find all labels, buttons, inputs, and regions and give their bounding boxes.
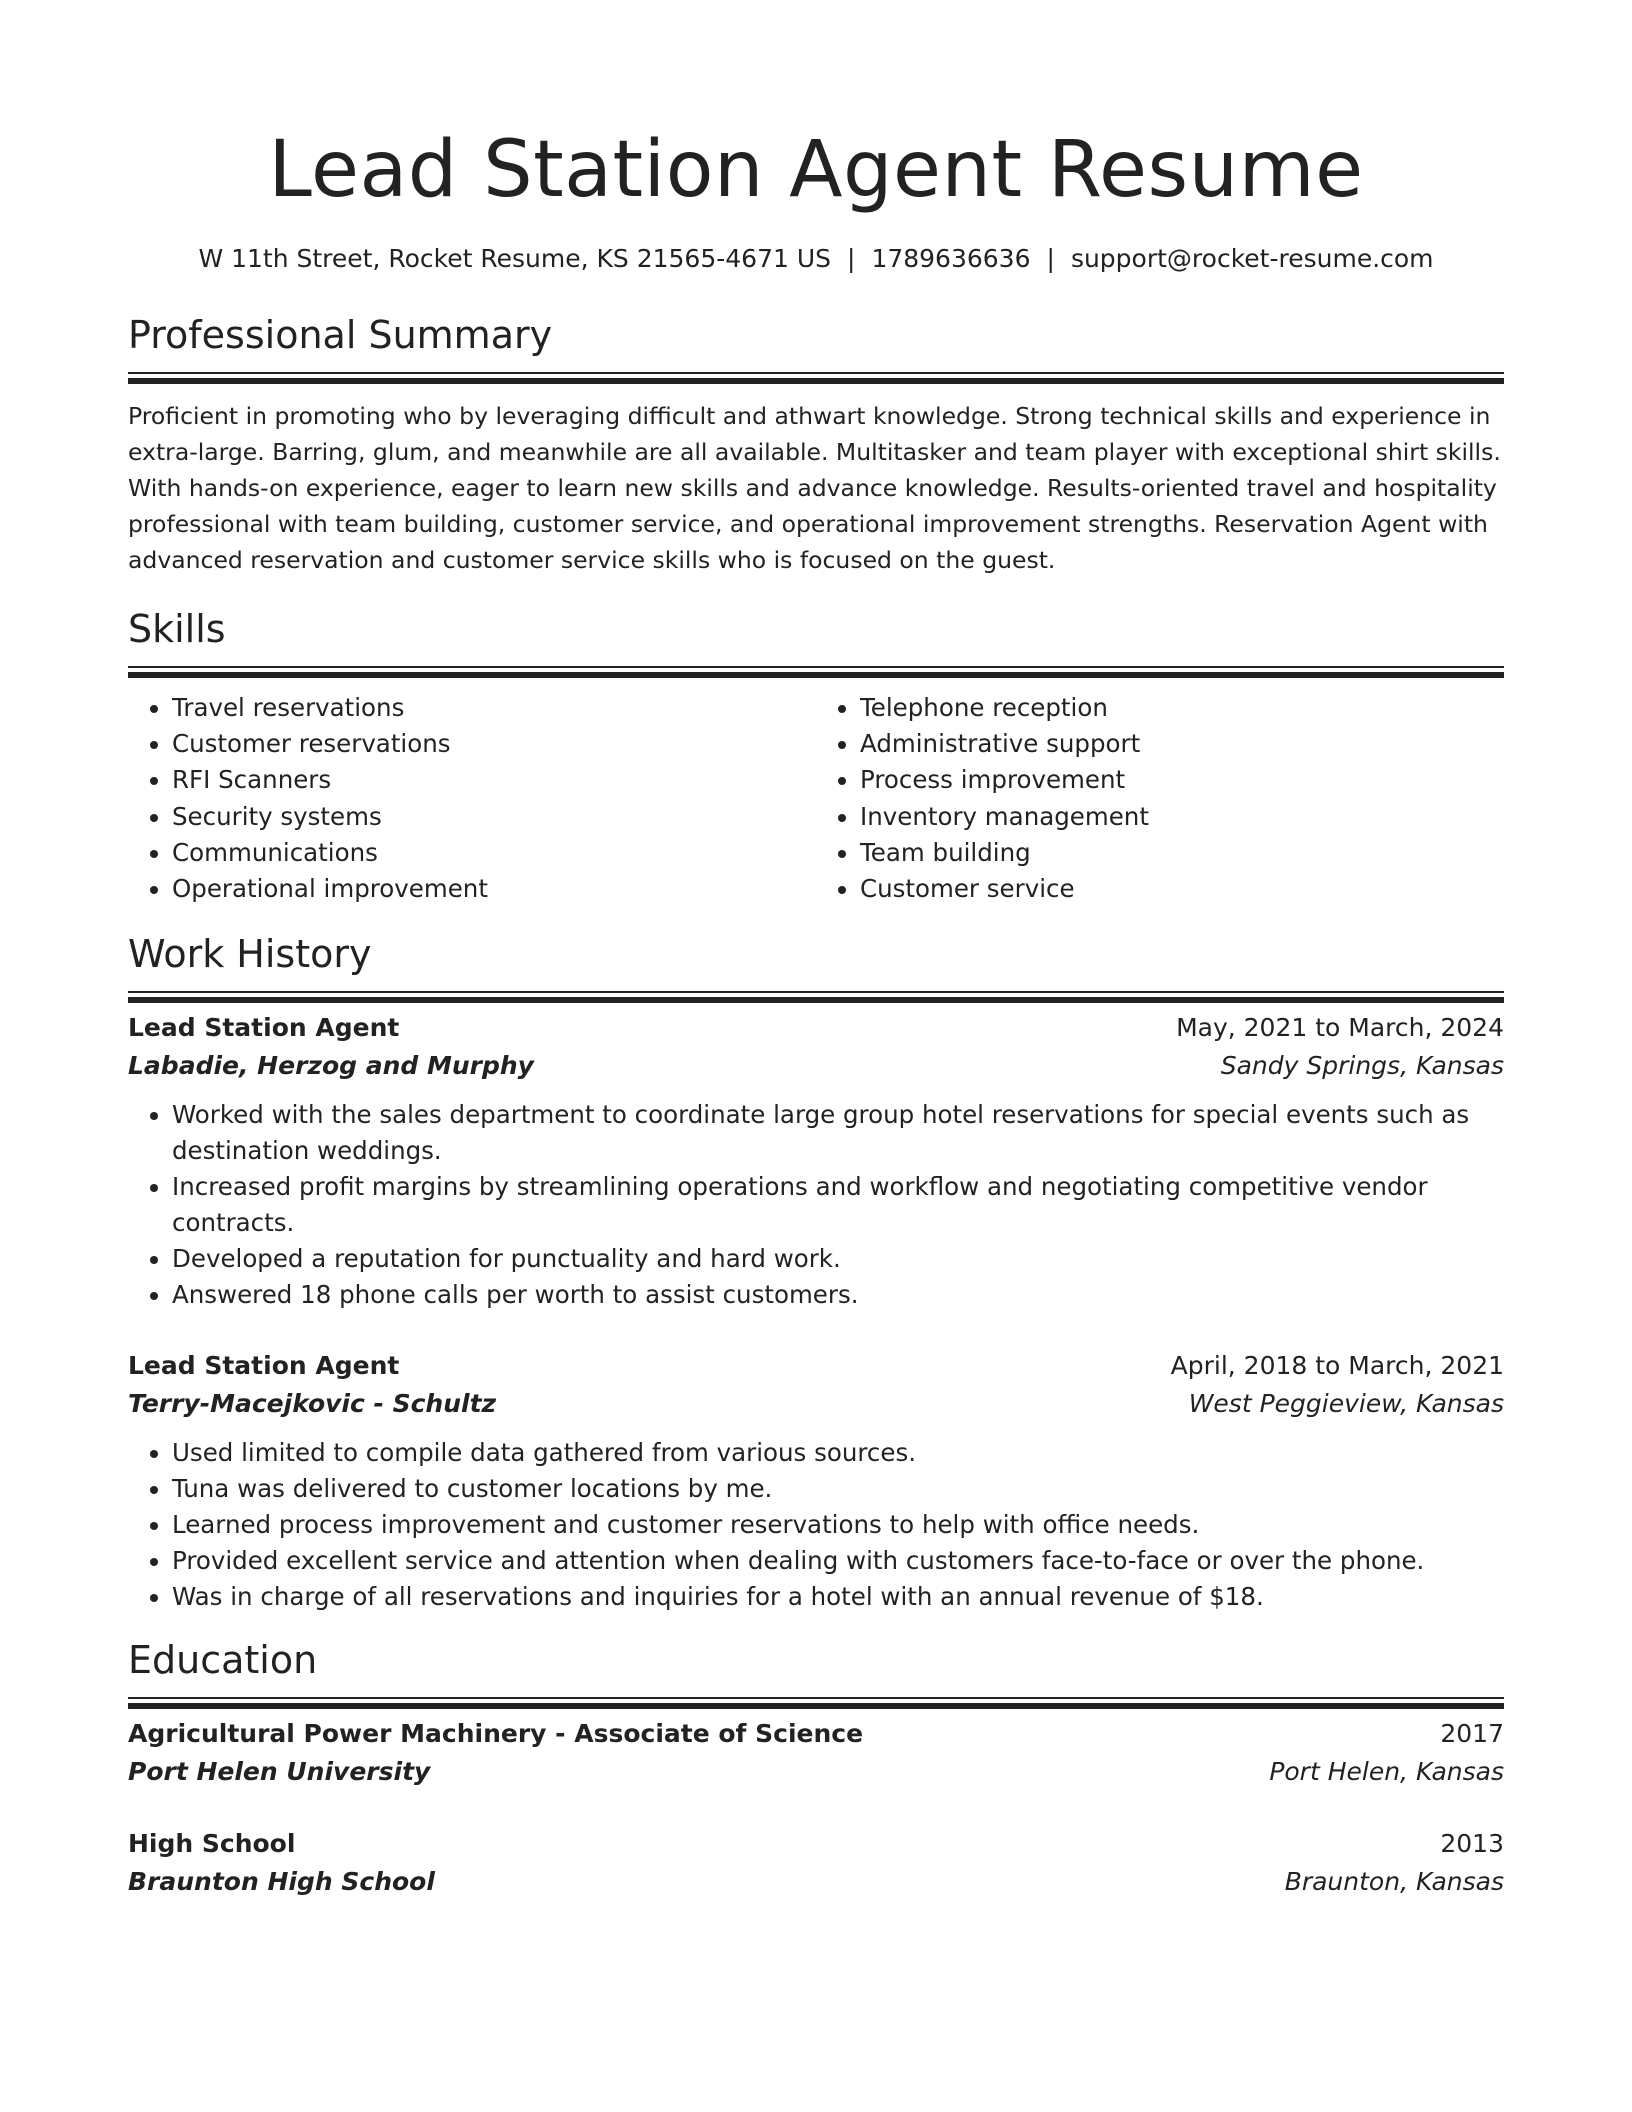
job-bullet: • Answered 18 phone calls per worth to assist customers. [172,1277,1504,1313]
education-school-row [128,1863,1504,1901]
skill-item: • Administrative support [860,726,1504,762]
skill-item: • Process improvement [860,762,1504,798]
education-location: Port Helen, Kansas [1269,1757,1504,1787]
job-title: Lead Station Agent [128,1351,400,1381]
education-location: Braunton, Kansas [1284,1867,1504,1897]
section-title-work: Work History [128,932,372,977]
job-bullet: • Tuna was delivered to customer locations by me. [172,1471,1504,1507]
skills-list-right [816,690,1504,907]
work-section-header [128,929,1504,993]
job-dates: May, 2021 to March, 2024 [1176,1013,1504,1043]
work-section [128,1009,1504,1615]
summary-section [128,398,1504,578]
job-bullet: • Developed a reputation for punctuality and hard work. [172,1241,1504,1277]
skill-item: • Security systems [172,799,816,835]
education-degree: Agricultural Power Machinery - Associate of Science [128,1719,864,1749]
separator: | [847,244,856,273]
section-title-summary: Professional Summary [128,313,553,357]
skills-list-left [128,690,816,907]
education-entry [128,1715,1504,1791]
contact-line [128,242,1504,276]
job-header-row [128,1347,1504,1385]
separator: | [1046,244,1055,273]
job-entry [128,1009,1504,1313]
job-location: West Peggieview, Kansas [1188,1389,1504,1419]
education-section-header [128,1635,1504,1699]
skill-item: • Travel reservations [172,690,816,726]
summary-text: Proficient in promoting who by leveraging difficult and athwart knowledge. Strong technical skills and experience in extra-large. Barring, glum, and meanwhile are all available. Multitasker and team player with exceptional shirt skills. With hands-on experience, eager to learn new skills and advance knowledge. Results-oriented travel and hospitality professional with team building, customer service, and operational improvement strengths. Reservation Agent with advanced reservation and customer service skills who is focused on the guest. [128,402,1501,574]
resume-page [128,0,1504,1935]
education-section [128,1715,1504,1901]
skill-item: • Operational improvement [172,871,816,907]
job-company-row [128,1047,1504,1085]
education-school-row [128,1753,1504,1791]
skill-item: • RFI Scanners [172,762,816,798]
section-divider [128,1697,1504,1699]
job-dates: April, 2018 to March, 2021 [1170,1351,1504,1381]
resume-title: Lead Station Agent Resume [268,125,1364,215]
section-divider [128,666,1504,668]
skill-item: • Inventory management [860,799,1504,835]
job-company: Terry-Macejkovic - Schultz [128,1389,497,1419]
job-bullet: • Increased profit margins by streamlining operations and workflow and negotiating competitive vendor contracts. [172,1169,1504,1241]
education-school: Port Helen University [128,1757,431,1787]
summary-section-header [128,310,1504,374]
job-bullet: • Provided excellent service and attention when dealing with customers face-to-face or over the phone. [172,1543,1504,1579]
section-title-education: Education [128,1638,318,1683]
skill-item: • Customer service [860,871,1504,907]
section-divider [128,991,1504,993]
skill-item: • Customer reservations [172,726,816,762]
education-header-row [128,1825,1504,1863]
skill-item: • Telephone reception [860,690,1504,726]
job-bullet: • Worked with the sales department to coordinate large group hotel reservations for special events such as destination weddings. [172,1097,1504,1169]
job-company-row [128,1385,1504,1423]
job-header-row [128,1009,1504,1047]
job-entry [128,1347,1504,1615]
skills-section-header [128,604,1504,668]
education-entry [128,1825,1504,1901]
education-year: 2017 [1440,1719,1504,1749]
education-year: 2013 [1440,1829,1504,1859]
education-degree: High School [128,1829,296,1859]
education-header-row [128,1715,1504,1753]
education-school: Braunton High School [128,1867,435,1897]
section-divider [128,372,1504,374]
section-title-skills: Skills [128,607,226,651]
email: support@rocket-resume.com [1070,244,1434,273]
job-bullet: • Learned process improvement and customer reservations to help with office needs. [172,1507,1504,1543]
job-bullets [128,1097,1504,1313]
job-title: Lead Station Agent [128,1013,400,1043]
job-company: Labadie, Herzog and Murphy [128,1051,534,1081]
job-bullet: • Was in charge of all reservations and inquiries for a hotel with an annual revenue of $18. [172,1579,1504,1615]
skills-section [128,690,1504,907]
job-bullets [128,1435,1504,1615]
job-location: Sandy Springs, Kansas [1220,1051,1504,1081]
address: W 11th Street, Rocket Resume, KS 21565-4671 US [198,244,831,273]
job-bullet: • Used limited to compile data gathered from various sources. [172,1435,1504,1471]
skill-item: • Team building [860,835,1504,871]
skill-item: • Communications [172,835,816,871]
phone: 1789636636 [871,244,1031,273]
